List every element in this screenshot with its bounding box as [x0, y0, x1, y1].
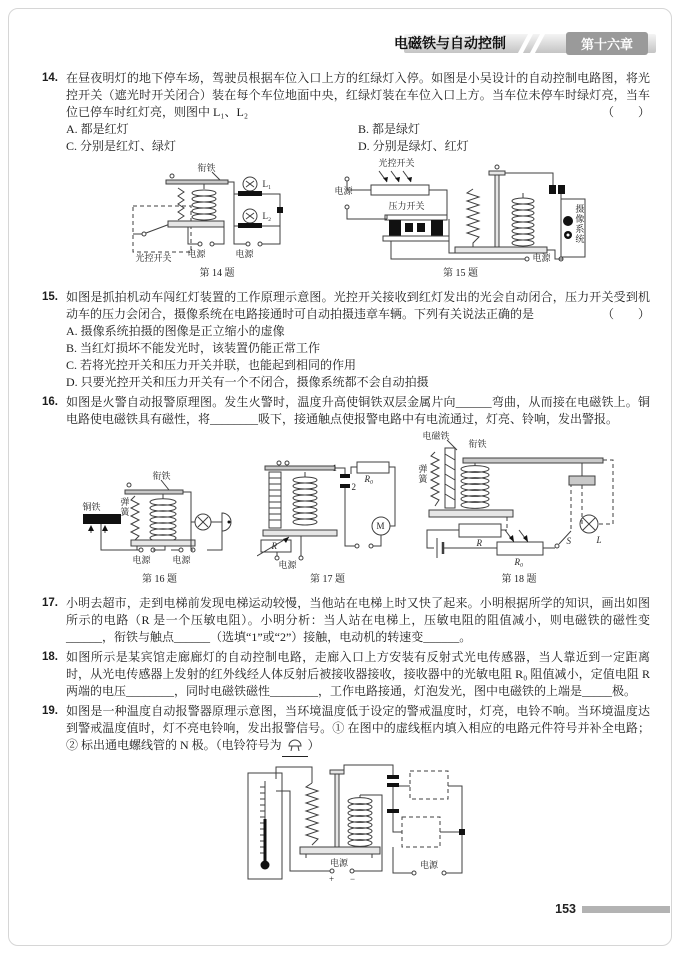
- power-label: 电源: [278, 560, 297, 570]
- question-19-text: 如图是一种温度自动报警器原理示意图，当环境温度低于设定的警戒温度时，灯亮，电铃不响。当环境温度达到警戒温度值时，灯不亮电铃响，发出报警信号。① 在图中的虚线框内填入相应的电路元件符号并补全电路；② 标出通电螺线管的 N 极。（电铃符号为: [66, 704, 650, 752]
- power-label: 电源: [132, 555, 151, 565]
- power-label: 电源: [330, 858, 349, 868]
- figure-q16: [81, 470, 239, 588]
- chapter-number-badge: 第十六章: [566, 32, 648, 55]
- circuit-diagram-q14-icon: [130, 164, 305, 264]
- plus-terminal-label: +: [329, 874, 335, 884]
- power-label: 电源: [187, 249, 206, 259]
- resistor-r0-label: R₀: [364, 474, 374, 484]
- option-b: B. 都是绿灯: [358, 122, 421, 136]
- option-a: A. 都是红灯: [66, 122, 129, 136]
- answer-bracket: （ ）: [601, 307, 650, 321]
- spring-label: 弹簧: [417, 464, 428, 484]
- power-label: 电源: [420, 860, 439, 870]
- figure-q15: [335, 159, 587, 282]
- circuit-diagram-q18-icon: [417, 432, 622, 570]
- armature-label: 衔铁: [152, 471, 171, 481]
- options-q15: [66, 323, 650, 391]
- motor-label: M: [376, 521, 385, 531]
- question-15-text: 如图是抓拍机动车闯红灯装置的工作原理示意图。光控开关接收到红灯发出的光会自动闭合，压力开关受到机动车的压力会闭合，摄像系统在电路接通时可自动拍摄违章车辆。下列有关说法正确的是: [66, 290, 650, 321]
- figure-q14: [130, 164, 305, 282]
- figure-q18: [417, 432, 622, 588]
- option-d: D. 分别是绿灯、红灯: [358, 139, 469, 153]
- page-footer: [555, 902, 670, 916]
- option-c: C. 若将光控开关和压力开关并联，也能起到相同的作用: [66, 358, 357, 372]
- minus-terminal-label: −: [350, 874, 356, 884]
- lamp1-label: L₁: [262, 179, 272, 189]
- camera-system-label: 摄像系统: [574, 204, 585, 244]
- question-19: [42, 703, 650, 885]
- question-19-text-end: ）: [307, 738, 320, 752]
- lamp-l-label: L: [596, 535, 602, 545]
- question-text: [66, 595, 650, 646]
- figure-caption: 第 16 题: [142, 574, 177, 585]
- figure-row-14-15: [66, 159, 650, 282]
- armature-label: 衔铁: [468, 439, 487, 449]
- question-number: 14.: [42, 72, 58, 84]
- question-17-text: 小明去超市，走到电梯前发现电梯运动较慢，当他站在电梯上时又快了起来。小明根据所学的知识，画出如图所示的电路（R 是一个压敏电阻）。小明分析：当人站在电梯上，压敏电阻的阻值减小，则电磁铁的磁性变______，衔铁与触点______（选填“1”或“2”）接触，电动机的转速变______。: [66, 596, 650, 644]
- power-label: 电源: [334, 186, 353, 196]
- power-label: 电源: [235, 249, 254, 259]
- question-number: 18.: [42, 651, 58, 663]
- question-number: 16.: [42, 396, 58, 408]
- figure-q19: [242, 761, 474, 885]
- pressure-switch-label: 压力开关: [388, 201, 425, 211]
- question-16-text: 如图是火警自动报警原理图。发生火警时，温度升高使铜铁双层金属片向______弯曲，从而接在电磁铁上。铜电路使电磁铁具有磁性，将________吸下，接通触点使报警电路中有电流通过，灯亮、铃响，发出警报。: [66, 395, 650, 426]
- figure-caption: 第 14 题: [199, 268, 235, 279]
- bell-symbol-icon: [282, 738, 308, 757]
- question-text: [66, 703, 650, 757]
- circuit-diagram-q17-icon: [257, 450, 399, 570]
- page-header: [0, 31, 656, 55]
- resistor-r-label: R: [476, 538, 482, 548]
- footer-bar: [582, 906, 670, 913]
- question-text: [66, 649, 650, 700]
- figure-q17: [257, 450, 399, 588]
- resistor-r0-label: R₀: [514, 557, 524, 567]
- resistor-r-label: R: [271, 541, 277, 551]
- figure-caption: 第 17 题: [310, 574, 345, 585]
- question-text: [66, 289, 650, 323]
- switch-s-label: S: [566, 536, 571, 546]
- question-text: [66, 394, 650, 428]
- question-number: 15.: [42, 291, 58, 303]
- question-15: [42, 289, 650, 391]
- question-text: [66, 70, 650, 121]
- contact-2-label: 2: [351, 482, 356, 492]
- question-16: [42, 394, 650, 592]
- circuit-diagram-q16-icon: [81, 470, 239, 570]
- electromagnet-label: 电磁铁: [422, 431, 450, 441]
- spring-label: 弹簧: [119, 497, 130, 517]
- question-number: 17.: [42, 597, 58, 609]
- figure-caption: 第 18 题: [501, 574, 537, 585]
- armature-label: 衔铁: [197, 163, 216, 173]
- option-d: D. 只要光控开关和压力开关有一个不闭合，摄像系统都不会自动拍摄: [66, 375, 429, 389]
- circuit-diagram-q19-icon: [242, 761, 474, 885]
- question-17: [42, 595, 650, 646]
- question-18: [42, 649, 650, 700]
- circuit-diagram-q15-icon: [335, 159, 587, 264]
- figure-row-16-17-18: [52, 432, 650, 588]
- question-18-text: 如图所示是某宾馆走廊廊灯的自动控制电路，走廊入口上方安装有反射式光电传感器，当人靠近到一定距离时，从光电传感器上发射的红外线经人体反射后被接收器接收，接收器中的光敏电阻 R₀ 阻值减小，定值电阻 R 两端的电压________，同时电磁铁磁性________，工作电路接通，灯泡发光，图中电磁铁的上端是_____极。: [66, 650, 650, 698]
- options-q14: [66, 121, 650, 155]
- option-b: B. 当红灯损坏不能发光时，该装置仍能正常工作: [66, 341, 321, 355]
- figure-caption: 第 15 题: [443, 268, 478, 279]
- question-14: [42, 70, 650, 286]
- question-number: 19.: [42, 705, 58, 717]
- light-switch-label: 光控开关: [378, 158, 415, 168]
- questions-area: [42, 70, 650, 888]
- answer-bracket: （ ）: [601, 105, 650, 119]
- lamp2-label: L₂: [262, 211, 272, 221]
- option-a: A. 摄像系统拍摄的图像是正立缩小的虚像: [66, 324, 285, 338]
- option-c: C. 分别是红灯、绿灯: [66, 139, 177, 153]
- figure-row-19: [66, 761, 650, 885]
- power-label: 电源: [172, 555, 191, 565]
- bimetal-strip-label: 铜铁: [82, 502, 101, 512]
- page-number: 153: [555, 902, 576, 916]
- light-switch-label: 光控开关: [135, 253, 172, 263]
- contact-1-label: 1: [332, 463, 337, 473]
- chapter-title: 电磁铁与自动控制: [394, 35, 506, 51]
- power-label: 电源: [532, 253, 551, 263]
- question-14-text: 在昼夜明灯的地下停车场，驾驶员根据车位入口上方的红绿灯入停。如图是小吴设计的自动控制电路图，将光控开关（遮光时开关闭合）装在每个车位地面中央，红绿灯装在车位入口上方。当车位未停车时绿灯亮，当车位已停车时红灯亮，则图中 L₁、L₂: [66, 71, 650, 119]
